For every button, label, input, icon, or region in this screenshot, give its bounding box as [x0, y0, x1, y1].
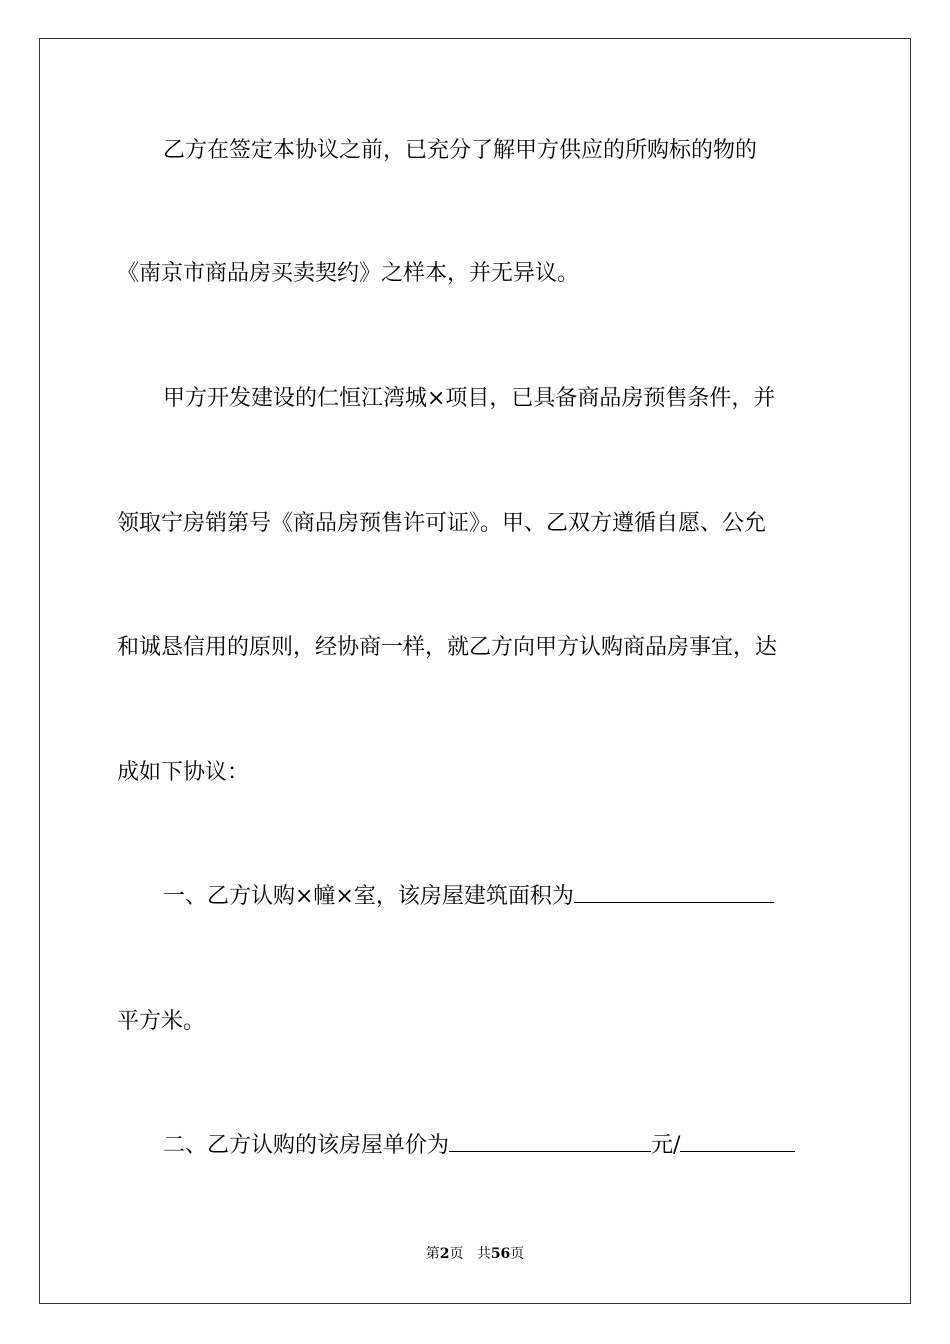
page-footer: [0, 1243, 950, 1263]
paragraph-line-4: 领取宁房销第号《商品房预售许可证》。甲、乙双方遵循自愿、公允: [117, 511, 767, 536]
paragraph-line-3: 甲方开发建设的仁恒江湾城×项目，已具备商品房预售条件，并: [163, 386, 776, 411]
clause-two-line: [163, 1131, 833, 1161]
unit-blank-field: [680, 1131, 795, 1152]
paragraph-line-2: 《南京市商品房买卖契约》之样本，并无异议。: [117, 261, 580, 286]
unit-price-blank-field: [449, 1131, 651, 1152]
price-unit-text: 元/: [651, 1133, 681, 1158]
paragraph-line-5: 和诚恳信用的原则，经协商一样，就乙方向甲方认购商品房事宜，达: [117, 635, 778, 660]
page-frame: [39, 38, 911, 1304]
footer-page-unit: 页: [449, 1246, 464, 1262]
clause-one-line: [163, 882, 833, 912]
footer-total-prefix: 共: [476, 1246, 491, 1262]
area-blank-field: [574, 882, 774, 903]
clause-one-text: 一、乙方认购×幢×室，该房屋建筑面积为: [163, 884, 574, 909]
paragraph-line-1: 乙方在签定本协议之前，已充分了解甲方供应的所购标的物的: [163, 138, 758, 163]
paragraph-line-6: 成如下协议：: [117, 760, 250, 785]
footer-prefix: 第: [425, 1246, 440, 1262]
clause-two-text: 二、乙方认购的该房屋单价为: [163, 1133, 450, 1158]
paragraph-line-8: 平方米。: [117, 1009, 206, 1034]
footer-total-unit: 页: [510, 1246, 525, 1262]
footer-total-pages: 56: [490, 1246, 511, 1262]
footer-page-number: 2: [439, 1246, 450, 1262]
